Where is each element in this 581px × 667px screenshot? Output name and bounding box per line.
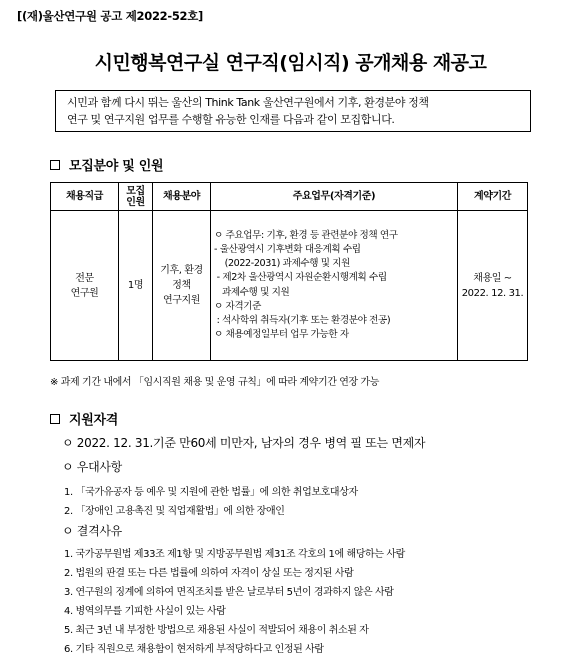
intro-line: 시민과 함께 다시 뛰는 울산의 Think Tank 울산연구원에서 기후, 환경분야 정책: [67, 96, 429, 109]
list-item: 5. 최근 3년 내 부정한 방법으로 채용된 사실이 적발되어 채용이 취소된 자: [64, 625, 369, 636]
duty-line: (2022-2031) 과제수행 및 지원: [214, 258, 350, 270]
duty-line: - 제2차 울산광역시 자원순환시행계획 수립: [214, 272, 387, 284]
square-bullet-icon: [50, 414, 60, 424]
list-item: 2. 「장애인 고용촉진 및 직업재활법」에 의한 장애인: [64, 506, 285, 517]
list-item: 2. 법원의 판결 또는 다른 법률에 의하여 자격이 상실 또는 정지된 사람: [64, 568, 354, 579]
page-title: 시민행복연구실 연구직(임시직) 공개채용 재공고: [94, 52, 487, 74]
table-note: ※ 과제 기간 내에서 「임시직원 채용 및 운영 규칙」에 따라 계약기간 연장 가능: [50, 377, 380, 388]
header-field: 채용분야: [153, 183, 211, 211]
notice-number: [(재)울산연구원 공고 제2022-52호]: [17, 9, 204, 23]
cell-duties: [211, 211, 458, 361]
header-count: 모집 인원: [119, 183, 153, 211]
square-bullet-icon: [50, 160, 60, 170]
cell-count: 1명: [119, 211, 153, 361]
recruitment-table: [50, 182, 528, 361]
table-row: [51, 211, 528, 361]
cell-period: 채용일 ~ 2022. 12. 31.: [458, 211, 528, 361]
list-item: 6. 기타 직원으로 채용함이 현저하게 부적당하다고 인정된 사람: [64, 644, 324, 655]
preference-heading: ㅇ 우대사항: [62, 460, 122, 474]
duty-line: ㅇ 자격기준: [214, 300, 261, 312]
table-header-row: [51, 183, 528, 211]
section-heading-label: 모집분야 및 인원: [69, 159, 164, 174]
cell-rank: 전문 연구원: [51, 211, 119, 361]
qualification-main: ㅇ 2022. 12. 31.기준 만60세 미만자, 남자의 경우 병역 필 또는 면제자: [62, 436, 426, 450]
list-item: 4. 병역의무를 기피한 사실이 있는 사람: [64, 606, 226, 617]
list-item: 1. 국가공무원법 제33조 제1항 및 지방공무원법 제31조 각호의 1에 해당하는 사람: [64, 549, 405, 560]
duty-line: ㅇ 주요업무: 기후, 환경 등 관련분야 정책 연구: [214, 229, 398, 241]
header-rank: 채용직급: [51, 183, 119, 211]
cell-field: 기후, 환경 정책 연구지원: [153, 211, 211, 361]
duty-line: - 울산광역시 기후변화 대응계획 수립: [214, 243, 361, 255]
duty-line: ㅇ 채용예정일부터 업무 가능한 자: [214, 329, 349, 341]
header-duties: 주요업무(자격기준): [211, 183, 458, 211]
list-item: 1. 「국가유공자 등 예우 및 지원에 관한 법률」에 의한 취업보호대상자: [64, 487, 358, 498]
duty-line: 과제수행 및 지원: [214, 286, 290, 298]
header-period: 계약기간: [458, 183, 528, 211]
intro-line: 연구 및 연구지원 업무를 수행할 유능한 인재를 다음과 같이 모집합니다.: [67, 113, 395, 126]
duty-line: : 석사학위 취득자(기후 또는 환경분야 전공): [214, 314, 391, 326]
section-heading-recruitment: [50, 155, 163, 174]
disqualify-heading: ㅇ 결격사유: [62, 524, 122, 538]
intro-box: [55, 90, 531, 132]
list-item: 3. 연구원의 징계에 의하여 면직조치를 받은 날로부터 5년이 경과하지 않은 사람: [64, 587, 394, 598]
section-heading-qualification: [50, 409, 118, 428]
section-heading-label: 지원자격: [69, 413, 119, 428]
